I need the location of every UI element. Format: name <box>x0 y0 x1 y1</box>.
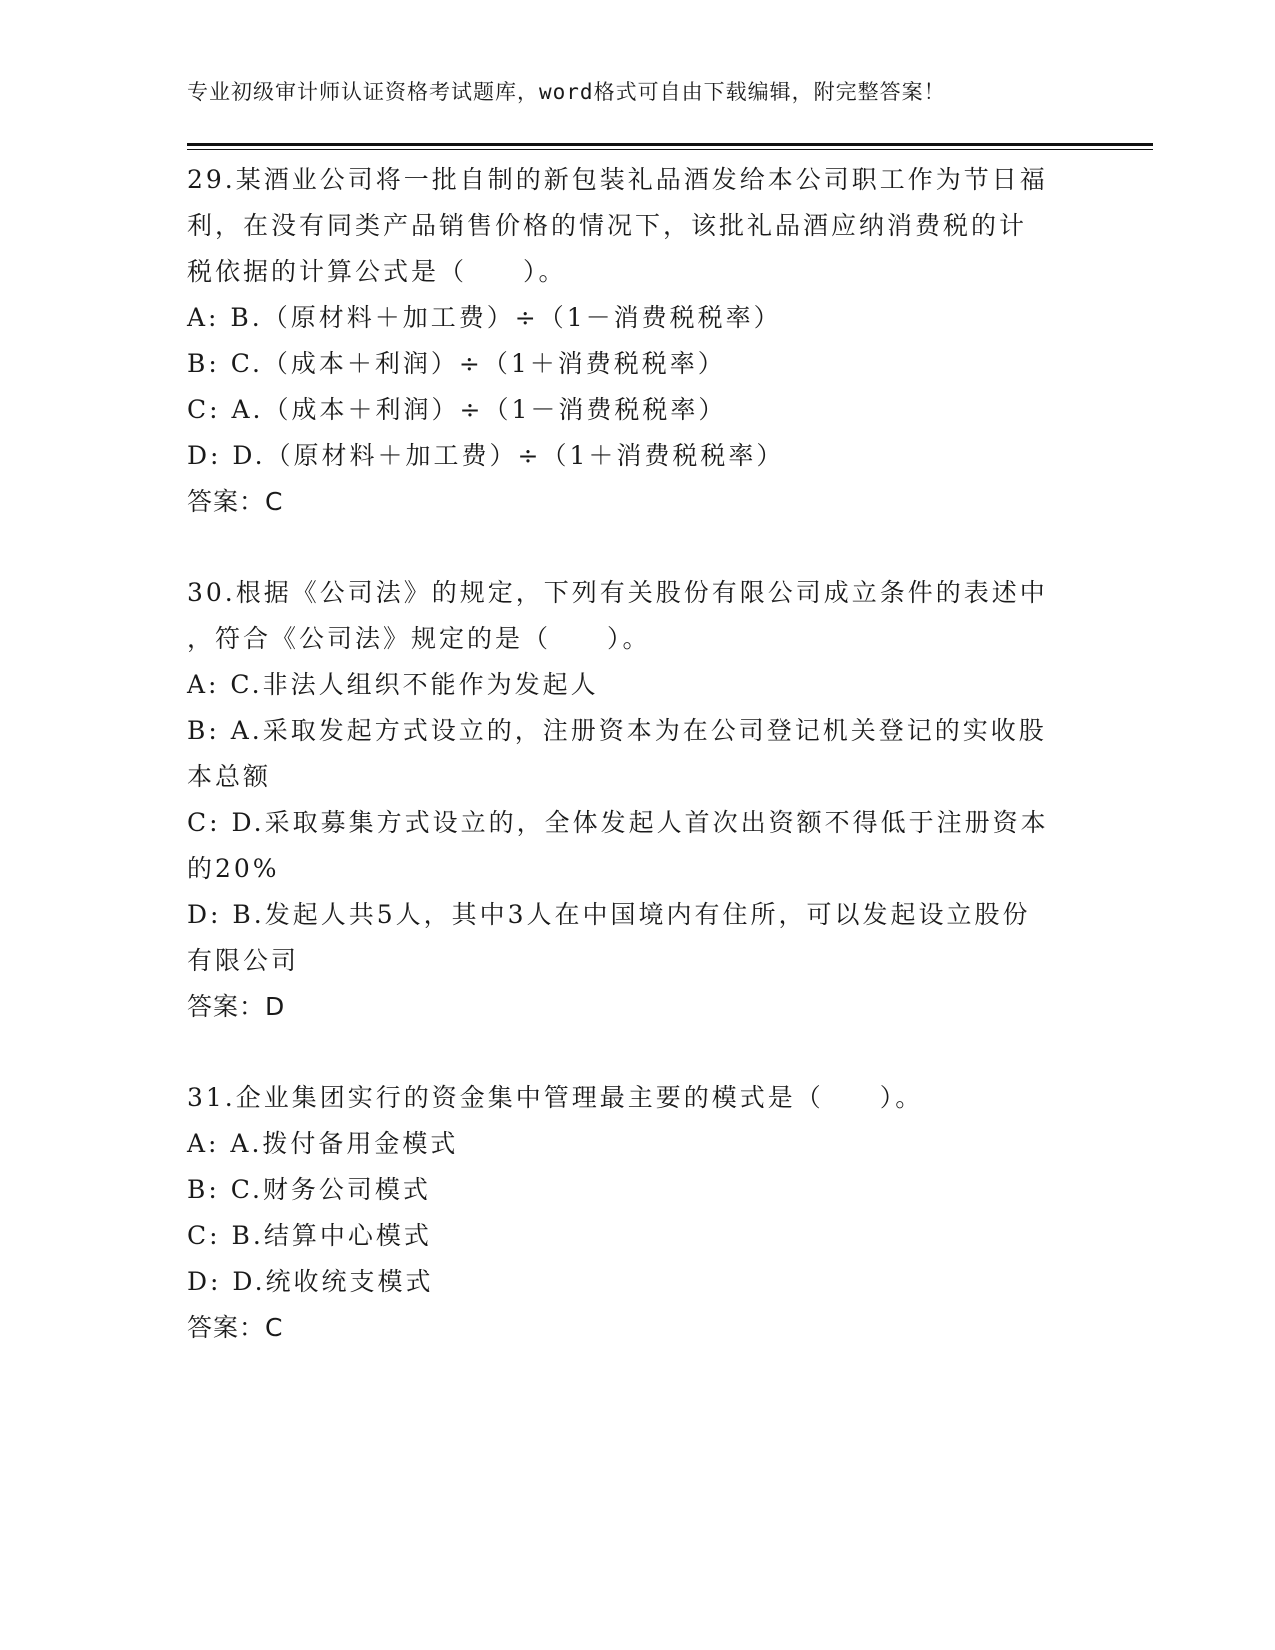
option-b: B: A.采取发起方式设立的，注册资本为在公司登记机关登记的实收股 <box>187 716 1047 745</box>
option-b: B: C.（成本＋利润）÷（1＋消费税税率） <box>187 349 726 378</box>
option-c-continued: 的20% <box>187 854 280 883</box>
answer: 答案：D <box>187 992 286 1021</box>
question-list <box>187 157 1087 1396</box>
question-text: 29.某酒业公司将一批自制的新包装礼品酒发给本公司职工作为节日福 <box>187 165 1048 194</box>
question-text: 利，在没有同类产品销售价格的情况下，该批礼品酒应纳消费税的计 <box>187 211 1028 240</box>
option-d: D: D.（原材料＋加工费）÷（1＋消费税税率） <box>187 441 785 470</box>
question-text: 30.根据《公司法》的规定，下列有关股份有限公司成立条件的表述中 <box>187 578 1048 607</box>
question-text: ，符合《公司法》规定的是（ ）。 <box>187 624 651 653</box>
page-header: 专业初级审计师认证资格考试题库，word格式可自由下载编辑，附完整答案！ <box>187 80 946 104</box>
option-c: C: A.（成本＋利润）÷（1－消费税税率） <box>187 395 727 424</box>
option-b-continued: 本总额 <box>187 762 272 791</box>
header-rule-thick <box>187 143 1153 146</box>
answer: 答案：C <box>187 487 284 516</box>
option-a: A: A.拨付备用金模式 <box>187 1129 459 1158</box>
option-c: C: D.采取募集方式设立的，全体发起人首次出资额不得低于注册资本 <box>187 808 1049 837</box>
question-31 <box>187 1075 1087 1351</box>
answer: 答案：C <box>187 1313 284 1342</box>
question-text: 税依据的计算公式是（ ）。 <box>187 257 567 286</box>
option-a: A: C.非法人组织不能作为发起人 <box>187 670 599 699</box>
option-a: A: B.（原材料＋加工费）÷（1－消费税税率） <box>187 303 782 332</box>
option-b: B: C.财务公司模式 <box>187 1175 431 1204</box>
header-rule-thin <box>187 149 1153 150</box>
question-29 <box>187 157 1087 525</box>
option-d: D: D.统收统支模式 <box>187 1267 434 1296</box>
option-c: C: B.结算中心模式 <box>187 1221 432 1250</box>
question-30 <box>187 570 1087 1030</box>
question-text: 31.企业集团实行的资金集中管理最主要的模式是（ ）。 <box>187 1083 924 1112</box>
option-d-continued: 有限公司 <box>187 946 300 975</box>
option-d: D: B.发起人共5人，其中3人在中国境内有住所，可以发起设立股份 <box>187 900 1031 929</box>
